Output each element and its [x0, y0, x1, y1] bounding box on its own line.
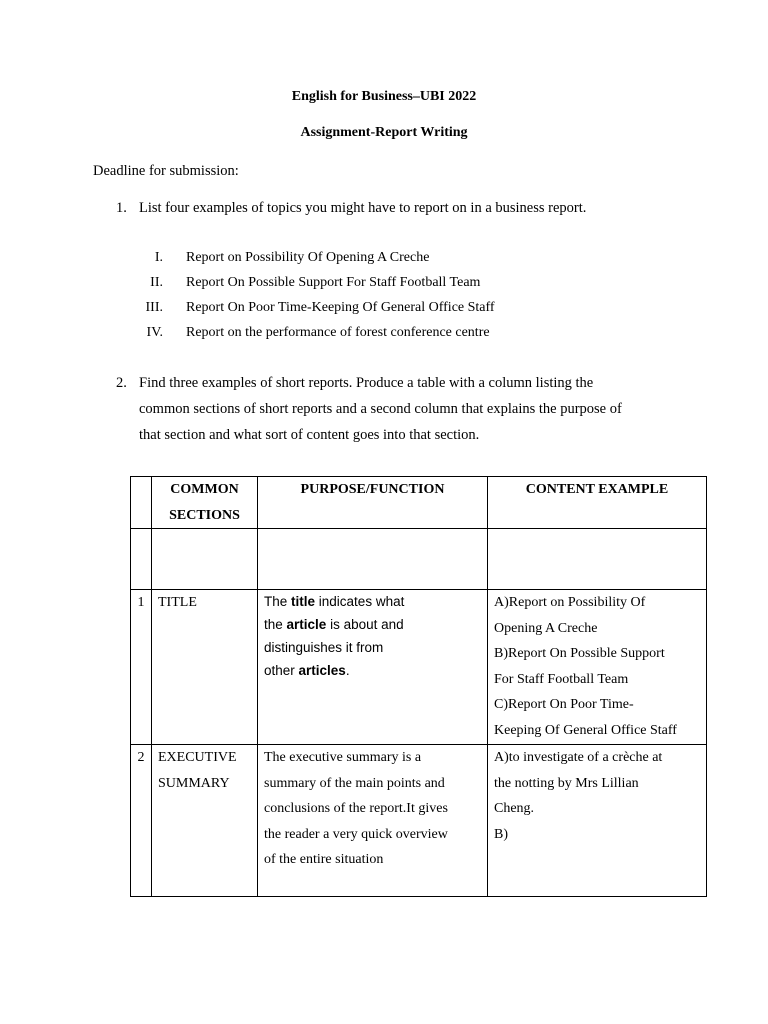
table-cell — [258, 529, 488, 590]
question-2-number: 2. — [116, 375, 127, 391]
purpose-bold-text: title — [291, 594, 316, 609]
table-empty-row — [131, 529, 707, 590]
purpose-text: The — [264, 594, 292, 609]
content-line: B)Report On Possible Support — [494, 646, 665, 661]
row-section — [152, 745, 258, 897]
purpose-line: conclusions of the report.It gives — [264, 801, 448, 816]
content-line: Cheng. — [494, 801, 535, 816]
purpose-text: distinguishes it from — [264, 640, 384, 655]
section-label: TITLE — [158, 595, 197, 610]
list-item: Report on the performance of forest conference centre — [186, 325, 490, 340]
content-line: Keeping Of General Office Staff — [494, 722, 677, 738]
purpose-text: indicates what — [315, 594, 405, 609]
report-sections-table — [130, 476, 707, 897]
row-section — [152, 590, 258, 745]
purpose-text: . — [345, 663, 350, 678]
row-purpose — [258, 590, 488, 745]
header-common-sections — [152, 477, 258, 529]
content-line: B) — [494, 826, 508, 842]
content-line: For Staff Football Team — [494, 671, 629, 687]
table-row — [131, 590, 707, 745]
question-2-line: common sections of short reports and a second column that explains the purpose of — [139, 401, 622, 417]
row-number: 2 — [131, 745, 152, 897]
row-purpose — [258, 745, 488, 897]
content-line: the notting by Mrs Lillian — [494, 775, 639, 791]
table-header-row — [131, 477, 707, 529]
content-line: A)Report on Possibility Of — [494, 595, 646, 610]
purpose-text: other — [264, 663, 299, 678]
list-item: Report On Possible Support For Staff Football Team — [186, 275, 481, 290]
purpose-line: summary of the main points and — [264, 775, 445, 791]
list-numeral: II. — [150, 275, 163, 290]
content-line: A)to investigate of a crèche at — [494, 750, 663, 765]
purpose-bold-text: articles — [298, 663, 346, 678]
table-cell — [152, 529, 258, 590]
question-1-text: List four examples of topics you might have to report on in a business report. — [139, 200, 587, 216]
list-numeral: I. — [154, 250, 163, 265]
deadline-label: Deadline for submission: — [93, 163, 239, 179]
header-number-cell — [131, 477, 152, 529]
section-label: SUMMARY — [158, 775, 230, 791]
question-2-line: that section and what sort of content goes into that section. — [139, 427, 480, 443]
question-2-line: Find three examples of short reports. Produce a table with a column listing the — [139, 375, 594, 391]
document-title: English for Business–UBI 2022 — [291, 89, 477, 104]
list-numeral: III. — [145, 300, 163, 315]
document-subtitle: Assignment-Report Writing — [300, 125, 468, 140]
section-label: EXECUTIVE — [158, 750, 237, 765]
purpose-text: the — [264, 617, 287, 632]
list-item: Report On Poor Time-Keeping Of General Office Staff — [186, 300, 495, 315]
purpose-bold-text: article — [286, 617, 327, 632]
purpose-line: of the entire situation — [264, 852, 384, 867]
content-line: Opening A Creche — [494, 620, 598, 636]
table-cell — [488, 529, 707, 590]
list-item: Report on Possibility Of Opening A Creche — [186, 250, 430, 265]
content-line: C)Report On Poor Time- — [494, 697, 634, 712]
row-content — [488, 745, 707, 897]
header-purpose: PURPOSE/FUNCTION — [258, 477, 488, 529]
purpose-text: is about and — [326, 617, 404, 632]
purpose-line: the reader a very quick overview — [264, 826, 448, 842]
header-text: SECTIONS — [169, 507, 240, 523]
table-row — [131, 745, 707, 897]
list-numeral: IV. — [146, 325, 163, 340]
question-1-number: 1. — [116, 200, 127, 216]
table-cell — [131, 529, 152, 590]
header-content-example: CONTENT EXAMPLE — [488, 477, 707, 529]
purpose-line: The executive summary is a — [264, 750, 422, 765]
row-content — [488, 590, 707, 745]
header-text: COMMON — [170, 482, 239, 497]
row-number: 1 — [131, 590, 152, 745]
